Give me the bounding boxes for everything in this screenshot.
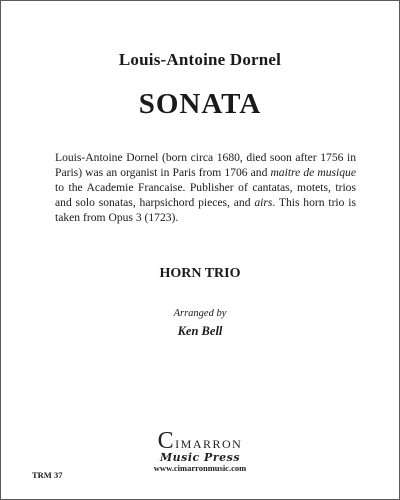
catalog-number: TRM 37 bbox=[32, 470, 63, 480]
publisher-url: www.cimarronmusic.com bbox=[153, 463, 247, 473]
bio-text-2: to the Academie Francaise. Publisher of cantatas, motets, trios and solo sonatas, harpsichord pieces, and bbox=[55, 181, 356, 209]
bio-italic-2: airs bbox=[254, 196, 273, 209]
publisher-name-rest: imarron bbox=[175, 433, 243, 452]
publisher-subtitle: Music Press bbox=[159, 451, 241, 464]
arranged-by-label: Arranged by bbox=[173, 308, 227, 319]
bio-text-3: . This horn trio is taken from Opus 3 (1723). bbox=[55, 196, 356, 224]
arranger-name: Ken Bell bbox=[177, 324, 223, 338]
bio-text-1: Louis-Antoine Dornel (born circa 1680, died soon after 1756 in Paris) was an organist in Paris from 1706 and bbox=[55, 151, 356, 179]
publisher-logo bbox=[130, 428, 270, 474]
piece-title: SONATA bbox=[138, 88, 262, 120]
publisher-name bbox=[130, 428, 270, 454]
publisher-name-initial: C bbox=[157, 428, 176, 454]
composer-name: Louis-Antoine Dornel bbox=[118, 50, 282, 69]
composer-biography bbox=[55, 150, 356, 225]
ensemble-label: HORN TRIO bbox=[159, 266, 241, 281]
bio-italic-1: maitre de musique bbox=[270, 166, 356, 179]
